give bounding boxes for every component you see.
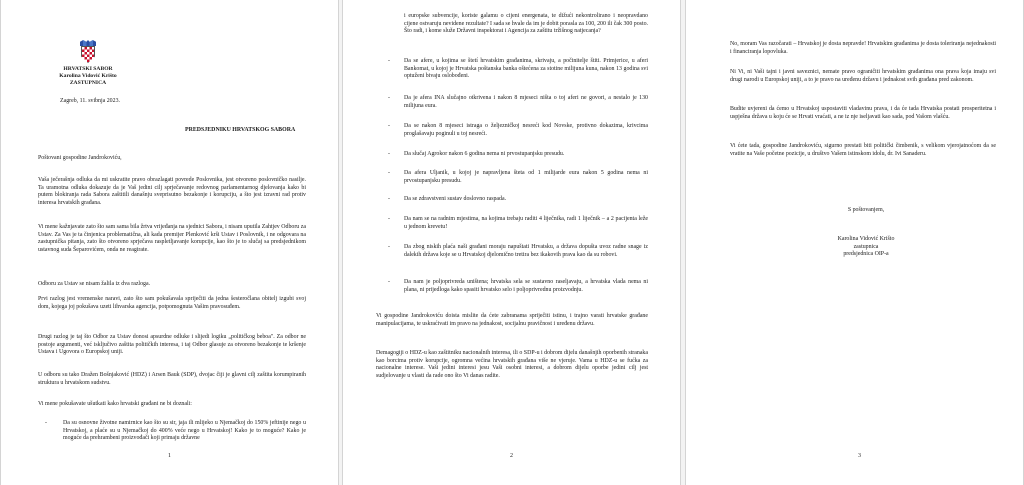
paragraph: Vi gospodine Jandrokoviću doista mislite da ćete zabranama spriječiti istinu, i trajno varati hrvatske građane manipulacijama, te uskraćivati im pravo na jednakost, socijalnu pravičnost i uređenu državu.	[376, 313, 648, 327]
paragraph: Vi mene pokušavate ušutkati kako hrvatski građani ne bi doznali:	[38, 401, 192, 407]
bullet-dash: -	[388, 244, 390, 250]
bullet-continuation: i europske subvencije, koriste galamu o cijeni energenata, te dižući nekontrolirano i neopravdano cijene ostvaruju nevidene rezultate? I sada se hvale da im je dobit porasla za 100, 200 ili čak 300 posto. Što radi, i kome služe Državni inspektorat i Agencija za zaštitu tržišnog natjecanja?	[404, 13, 648, 35]
paragraph: Demagogiji o HDZ-u kao zaštitniku nacionalnih interesa, ili o SDP-u i dobrom dijelu današnjih oporbenih stranaka kao borcima protiv korupcije, ogromna većina hrvatskih građana više ne vjeruje. Vama u HDZ-u se fućka za nacionalne interese. Vaši jedini interesi jesu Vaši osobni interesi, a dobrom dijelu oporbe jedini cilj jest sudjelovanje u vlasti da rade ono što Vi danas radite.	[376, 350, 648, 379]
bullet-dash: -	[388, 95, 390, 101]
signature-name: Karolina Vidović Krišto	[837, 236, 895, 242]
letter-recipient: PREDSJEDNIKU HRVATSKOG SABORA	[185, 127, 296, 133]
bullet-item: Da nam je poljoprivreda uništena; hrvatska sela se sustavno raseljavaju, a hrvatska vlada nema ni plana, ni prijedloga kako spasiti hrvatsko selo i poljoprivrednu proizvodnju.	[404, 279, 648, 293]
paragraph: Vi mene kažnjavate zato što sam sama bila žrtva vrijeđanja na sjednici Sabora, i nisam uputila Zahtjev Odboru za Ustav. Za Vas je ta činjenica problematična, ali kada premijer Plenković krši Ustav i Poslovnik, i ne odgovara na zastupnička pitanja, zato što otvoreno sprječava raspletljavanje korupcije, kao što je to slučaj sa predsjednikom ustavnog suda Šeparovićem, onda ne reagirate.	[38, 224, 306, 253]
bullet-dash: -	[388, 123, 390, 129]
paragraph: Odboru za Ustav se nisam žalila iz dva razloga.	[38, 281, 151, 287]
paragraph: Vi ćete tada, gospodine Jandrokoviću, sigurno prestati biti politički čimbenik, s velikom vjerojatnoćom da se vratite na Vaše početne pozicije, u društvo Vašem istinskom idolu, dr. Ivi Sanaderu.	[730, 143, 996, 157]
bullet-item: Da slučaj Agrokor nakon 6 godina nema ni prvostupanjsku presudu.	[404, 151, 565, 157]
bullet-item: Da afera Uljanik, u kojoj je napravljena šteta od 1 milijarde eura nakon 5 godina nema ni prvostupanjsku presudu.	[404, 170, 648, 184]
letter-page-1	[0, 0, 339, 485]
bullet-item: Da zbog niskih plaća naši građani moraju napuštati Hrvatsku, a država dopušta uvoz radne snage iz dalekih država koje se u Hrvatskoj djelomično tretira bez ikakovih prava kao da su robovi.	[404, 244, 648, 258]
signature-block	[806, 236, 926, 259]
bullet-item: Da su osnovne životne namirnice kao što su sir, jaja ili mlijeko u Njemačkoj do 150% jeftinije nego u Hrvatskoj, a plaće su u Njemačkoj do 400% veće nego u Hrvatskoj! Kako je to moguće? Kako je moguće da prehrambeni proizvođači koji primaju državne	[63, 420, 306, 442]
paragraph: No, moram Vas razočarati – Hrvatskoj je dosta nepravde! Hrvatskim građanima je dosta toleriranja nejednakosti i financiranja lopovluka.	[730, 41, 996, 55]
paragraph: Vaša ječerašnja odluka da mi uskratite pravo obrazlagati povrede Poslovnika, jest otvoreno poslovničko nasilje. Ta uramotna odluka dokazuje da je Vaš jedini cilj sprječavanje redovnog parlamentarnog djelovanja kako bi putem blokiranja rada Sabora zaštitili današnju sveprisutno bezakonje i korupciju, a što jest izravni rad protiv interesa hrvatskih građana.	[38, 177, 306, 206]
letter-page-3	[685, 0, 1024, 485]
paragraph: Budite uvjereni da ćemo u Hrvatskoj uspostaviti vladavinu prava, i da će tada Hrvatska postati prosperitetna i uspješna država u koju će se Hrvati vraćati, a ne iz nje iseljavati kao sada, pod Vašom vlašću.	[730, 106, 996, 120]
page-number: 3	[858, 453, 861, 459]
coat-of-arms-icon	[81, 46, 95, 63]
bullet-item: Da se nakon 8 mjeseci istraga o željezničkoj nesreći kod Novske, protivno dokazima, krivcima proglašavaju poginuli u toj nesreći.	[404, 123, 648, 137]
bullet-dash: -	[45, 420, 47, 426]
bullet-dash: -	[388, 196, 390, 202]
letterhead	[45, 66, 131, 87]
coat-of-arms-crown-icon	[80, 40, 96, 46]
signature-title: zastupnica	[853, 243, 879, 250]
paragraph: U odboru su tako Dražen Bošnjaković (HDZ) i Arsen Bauk (SDP), dvojac čiji je glavni cilj zaštita korumpiranih struktura u hrvatskom sudstvu.	[38, 372, 306, 386]
paragraph: Ni Vi, ni Vaši tajni i javni saveznici, nemate pravo ograničiti hrvatskim građanima ona prava koja imaju svi drugi narodi u Europskoj uniji, a to je pravo na uređenu državu i jednakost svih građana pred zakonom.	[730, 69, 996, 83]
bullet-item: Da nam se na radnim mjestima, na kojima trebaju raditi 4 liječnika, radi 1 liječnik – a 2 pacijenta leže u jednom krevetu!	[404, 216, 648, 230]
closing: S poštovanjem,	[847, 207, 885, 213]
page-number: 1	[168, 453, 171, 459]
paragraph: Drugi razlog je taj što Odbor za Ustav donosi apsurdne odluke i slijedi logiku „političkog beboa". Za odbor ne postoje argumenti, već isključivo zaštita političkih interesa, i taj Odbor glasuje za otvoreno bezakonje te kršenje Ustava i Ugovora o Europskoj uniji.	[38, 334, 306, 356]
letter-salutation: Poštovani gospodine Jandrokoviću,	[38, 155, 122, 161]
bullet-dash: -	[388, 216, 390, 222]
bullet-item: Da je afera INA slučajno otkrivena i nakon 8 mjeseci ništa o toj aferi ne govori, a nestalo je 130 milijuna eura.	[404, 95, 648, 109]
paragraph: Prvi razlog jest vremenske naravi, zato što sam pokušavala spriječiti da jedna šesterоčlana obitelj izgubi svoj dom, kojega joj pokušava uzeti lihvarska agencija, potpomognuta Vašim pravosuđem.	[38, 296, 306, 310]
letterhead-line-3: ZASTUPNICA	[69, 80, 107, 86]
bullet-item: Da se afere, u kojima se štetí hrvatskim građanima, skrivaju, a počinitelje štiti. Primjerice, u aferi Bankomat, u kojoj je Hrvatska poštanska banka oštećena za stotine milijuna kuna, nakon 13 godina svi optuženi bivaju oslobođeni.	[404, 58, 648, 80]
bullet-dash: -	[388, 58, 390, 64]
letter-date: Zagreb, 11. svibnja 2023.	[60, 98, 120, 104]
letter-page-2	[342, 0, 681, 485]
bullet-dash: -	[388, 151, 390, 157]
page-number: 2	[510, 453, 513, 459]
signature-title: predsjednica OIP-a	[843, 251, 889, 258]
bullet-item: Da se zdravstveni sustav doslovno raspada.	[404, 196, 507, 202]
bullet-dash: -	[388, 170, 390, 176]
letterhead-line-2: Karolina Vidović Krišto	[59, 73, 117, 79]
bullet-dash: -	[388, 279, 390, 285]
letterhead-line-1: HRVATSKI SABOR	[63, 66, 113, 72]
